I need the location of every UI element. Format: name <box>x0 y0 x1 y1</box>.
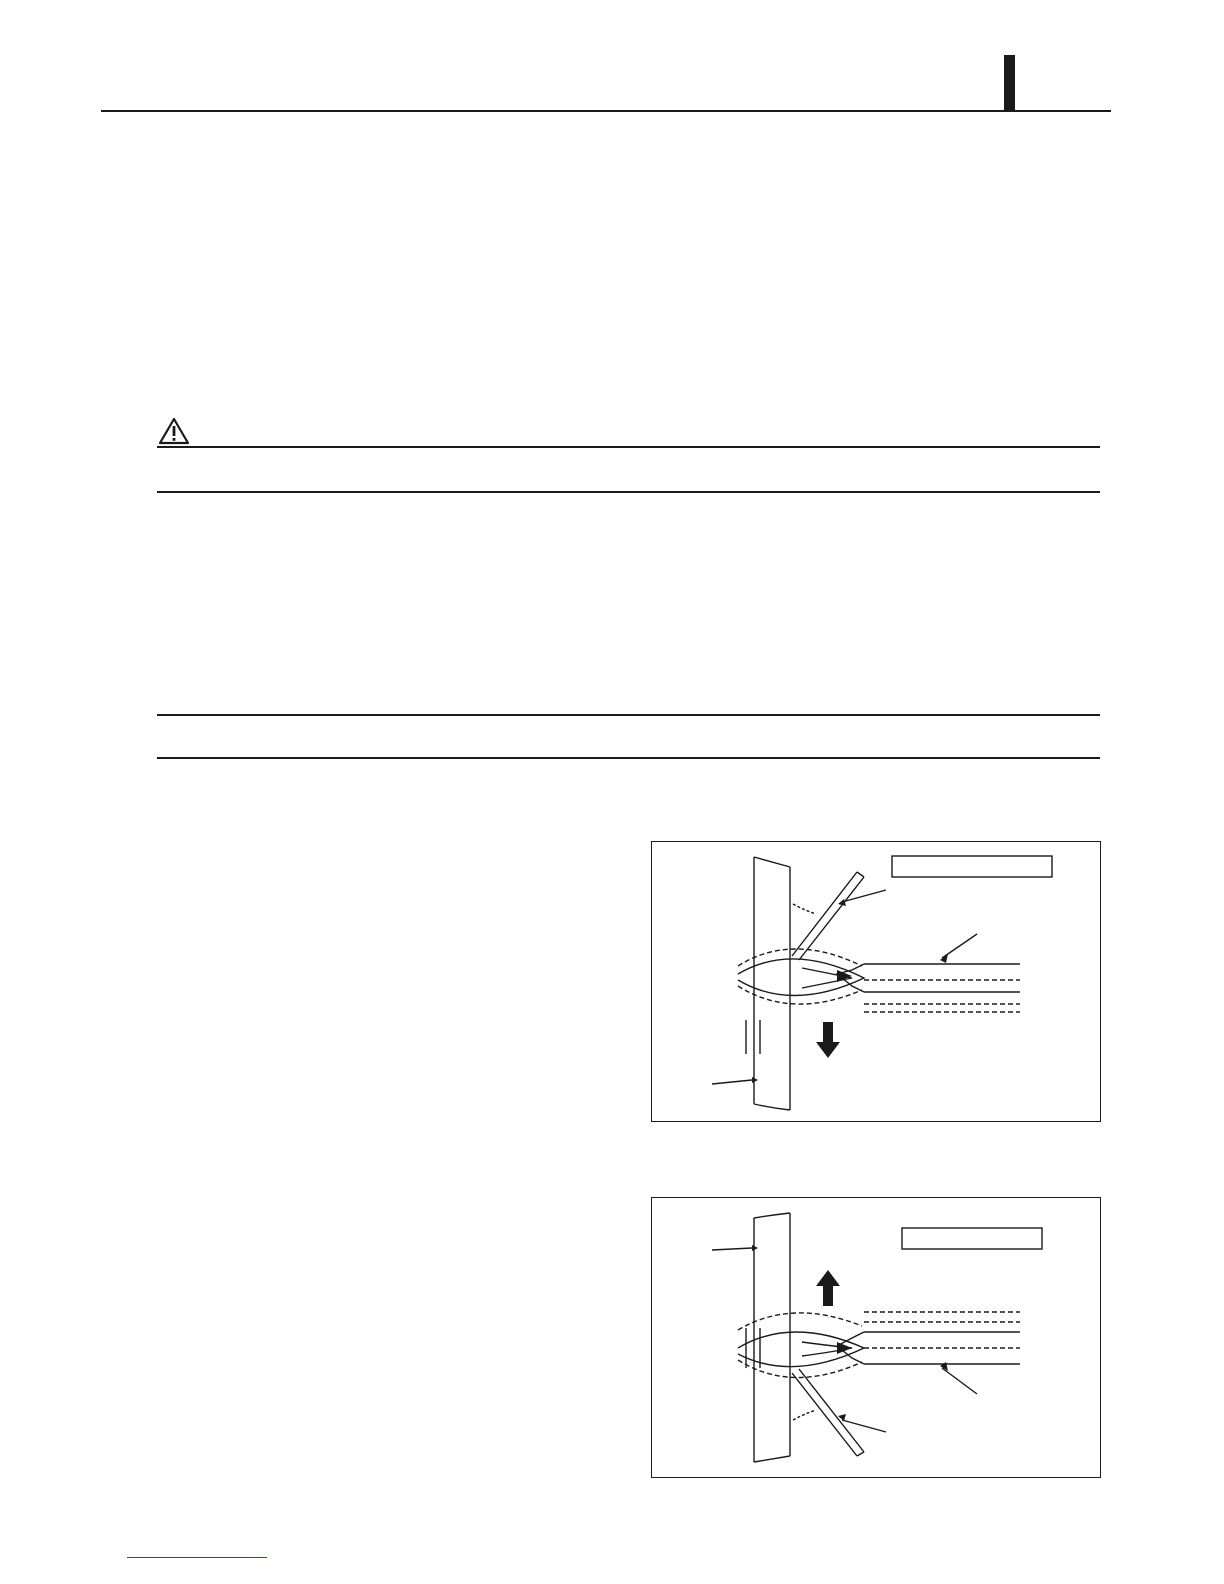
note-top-rule <box>157 714 1100 716</box>
footer-link[interactable] <box>127 1557 267 1558</box>
welding-diagram-top <box>652 842 1099 1120</box>
warning-bottom-rule <box>157 491 1100 493</box>
figure-top <box>651 841 1101 1122</box>
warning-top-rule <box>157 446 1100 448</box>
figure-caption-box <box>892 856 1052 877</box>
welding-diagram-bottom <box>652 1198 1099 1476</box>
note-bottom-rule <box>157 757 1100 759</box>
warning-triangle-icon <box>158 417 190 445</box>
figure-caption-box <box>902 1228 1042 1249</box>
figure-bottom <box>651 1197 1101 1478</box>
section-tab-marker <box>1004 55 1015 111</box>
header-rule <box>101 110 1111 112</box>
